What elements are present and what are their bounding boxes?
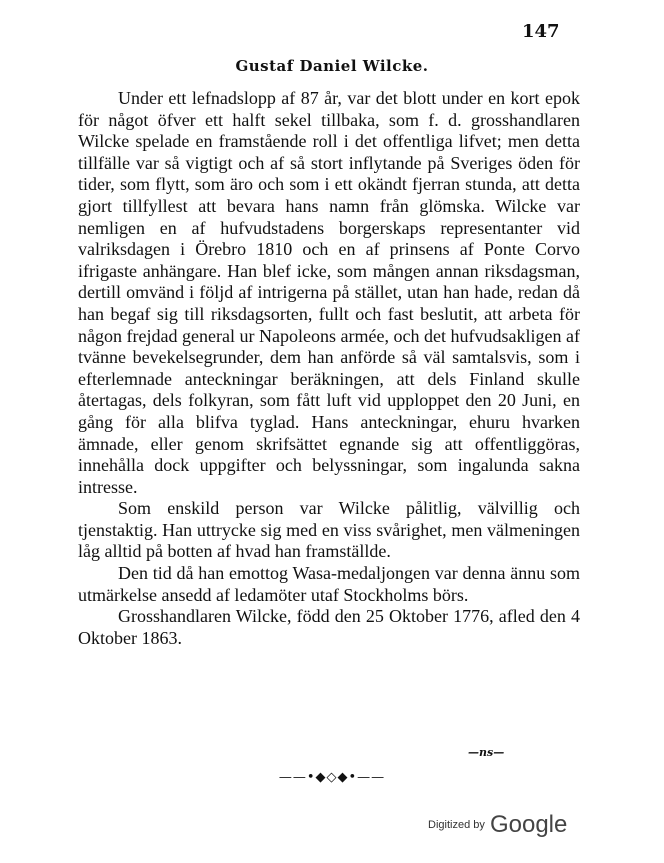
paragraph-2: Som enskild person var Wilcke pålitlig, välvillig och tjenstaktig. Han uttrycke sig med en viss svårighet, men välmeningen låg alltid på botten af hvad han framställde.	[78, 498, 580, 562]
paragraph-3: Den tid då han emottog Wasa-medaljongen var denna ännu som utmärkelse ansedd af ledamöter utaf Stockholms börs.	[78, 563, 580, 605]
digitized-label: Digitized by	[428, 819, 485, 831]
paragraph-4: Grosshandlaren Wilcke, född den 25 Oktober 1776, afled den 4 Oktober 1863.	[78, 606, 580, 648]
article-heading: Gustaf Daniel Wilcke.	[235, 57, 429, 75]
paragraph-1: Under ett lefnadslopp af 87 år, var det blott under en kort epok för något öfver ett halft sekel tillbaka, som f. d. grosshandlaren Wilcke spelade en framstående roll i det offentliga lifvet; men detta tillfälle var så vigtigt och af så stort inflytande på Sveriges öden för tider, som flytt, som äro och som i ett okändt fjerran stunda, att detta gjort tillfyllest att bevara hans namn från glömska. Wilcke var nemligen en af hufvudstadens borgerskaps representanter vid valriksdagen i Örebro 1810 och en af prinsens af Ponte Corvo ifrigaste anhängare. Han blef icke, som mången annan riksdagsman, dertill omvänd i följd af intrigerna på stället, utan han hade, redan då han begaf sig till riksdagsorten, fullt och fast beslutit, att arbeta för någon frejdad general ur Napoleons armée, och det hufvudsakligen af tvänne bevekelsegrunder, dem han anförde så väl samtalsvis, som i efterlemnade anteckningar beräkningen, att dels Finland skulle återtagas, dels folkyran, som fått luft vid upploppet den 20 Juni, en gång för alla blifva tyglad. Hans anteckningar, ehuru hvarken ämnade, eller genom skrifsättet egnande sig att offentliggöras, innehålla dock uppgifter och belyssningar, som ingalunda sakna intresse.	[78, 88, 580, 497]
digitized-watermark	[428, 811, 567, 839]
google-logo: Google	[489, 811, 568, 838]
author-signature: —ns—	[468, 746, 505, 759]
page-number: 147	[522, 21, 560, 42]
article-body	[78, 88, 580, 649]
ornament-divider: ——•◆◇◆•——	[278, 770, 386, 785]
